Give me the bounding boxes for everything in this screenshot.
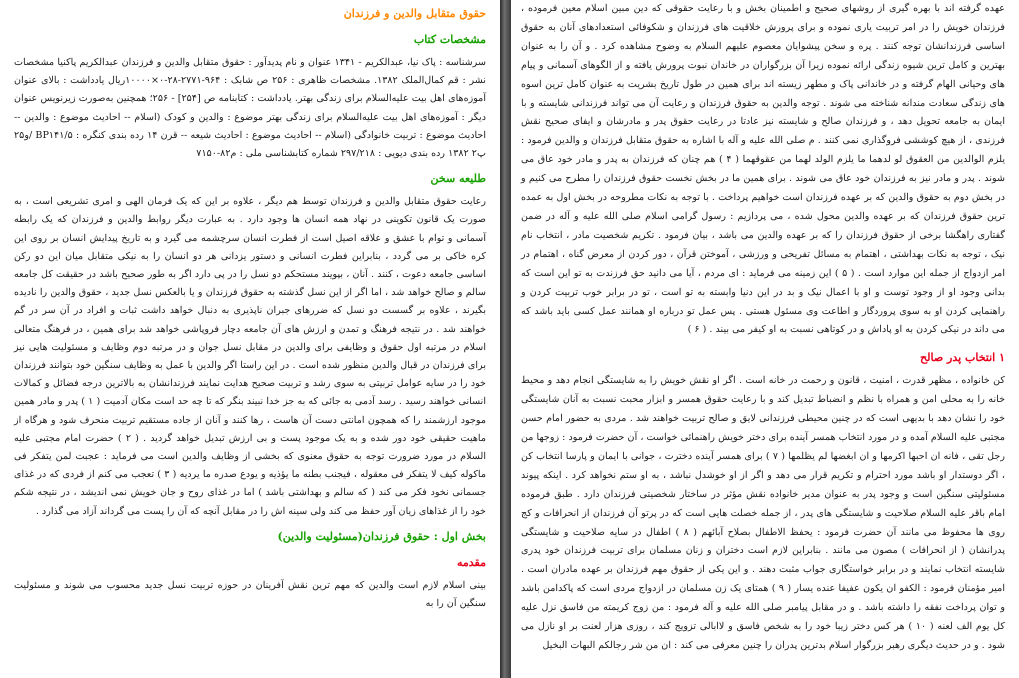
right-paragraph-2: کن خانواده ، مظهر قدرت ، امنیت ، قانون و رحمت در خانه است . اگر او نقش خویش را به شایستگی انجام دهد و محیط خانه را به محلی امن و همراه با نظم و انضباط تبدیل کند و با رعایت حقوق همسر و ابزار محبت نسبت به آنان شایستگی خود را نشان دهد با بدیهی است که در چنین محیطی فرزندانی لایق و صالح تربیت خواهند شد . مردی به حضور امام حسن مجتبی علیه السلام آمده و در مورد انتخاب همسر آینده برای دختر خویش راهنمائی خواست ، آن حضرت فرمود : زوجها من رجل تقی ، فانه ان احبها اکرمها و ان ابغضها لم یظلمها ( ۷ ) برای همسر آینده دخترت ، جوانی با ایمان و پارسا انتخاب کن ، اگر دوستدار او باشد مورد احترام و تکریم قرار می دهد و اگر از او خوشدل نباشد ، به او ستم نخواهد کرد . اینکه پیوند مسئولیتی سنگین است و وجود پدر به عنوان مدیر خانواده نقش مؤثر در ساختار شخصیتی فرزندان دارد . طبق فرموده امام باقر علیه السلام صلاحیت و شایستگی های پدر ، از جمله خصلت هایی است که در پرتو آن فرزندان از انحرافات و کج روی ها محفوظ می مانند آن حضرت فرمود : یحفظ الاطفال بصلاح آبائهم ( ۸ ) اطفال در سایه صلاحیت و شایستگی پدرانشان ( از انحرافات ) مصون می مانند . بنابراین لازم است دختران و زنان مسلمان برای تربیت فرزندان خود پدری شایسته انتخاب نمایند و در برابر خواستگاری جواب مثبت دهند . و این یکی از حقوق مهم فرزندان بر عهده مادران است . امیر مؤمنان فرمود : الکفو ان یکون عفیفا عنده یسار ( ۹ ) همتای یک زن مسلمان در ازدواج مردی است که پاکدامن باشد و توان پرداخت نفقه را داشته باشد . و در مقابل پیامبر صلی الله علیه و آله فرمود : من زوج کریمته من فاسق نزل علیه کل یوم الف لعنه ( ۱۰ ) هر کس دختر زیبا خود را به شخص فاسق و لاابالی تزویج کند ، روزی هزار لعنت بر او نازل می شود . و در حدیث دیگری رهبر بزرگوار اسلام بدترین پدران را چنین معرفی می کند : ان من شر رجالکم البهات البخیل [521,375,1005,651]
right-paragraph-1: عهده گرفته اند با بهره گیری از روشهای صحیح و اطمینان بخش و با رعایت حقوقی که دین مبین اسلام معین فرموده ، فرزندان خویش را در امر تربیت یاری نموده و برای پرورش خلاقیت های فرزندان و شکوفائی استعدادهای آنان به حقوق اساسی فرزندانشان توجه کنند . پره و سخن پیشوایان معصوم علیهم السلام به وضوح مشاهده کرد . و آن را به عنوان بهترین و کامل ترین شیوه زندگی ارائه نموده زیرا آن بزرگواران در خاندان نبوت پرورش یافته و از الگوهای آسمانی و پیام های وحیانی الهام گرفته و در خاندانی پاک و مطهر زیسته اند برای همین در طول تاریخ بشریت به عنوان کامل ترین اسوه های زندگی سعادت مندانه شناخته می شوند . توجه والدین به حقوق فرزندان و رعایت آن می تواند فرزندانی شایسته و با ایمان به جامعه تحویل دهد ، و فرزندان صالح و شایسته نیز عادتا در رعایت حقوق پدر و مادرشان و ایفای صحیح نقش فرزندی ، از هیچ کوششی فروگذاری نمی کنند . م صلی الله علیه و آله با اشاره به حقوق متقابل فرزندان و والدین فرمود : یلزم الوالدین من العقوق لو لدهما ما یلزم الولد لهما من عقوقهما ( ۴ ) هم چنان که فرزندان به پدر و مادر خود عاق می شوند . پدر و مادر نیز به فرزندان خود عاق می شوند . برای همین ما در بخش نخست حقوق فرزندان را مطرح می کنیم و در بخش دوم به حقوق والدین که بر عهده فرزندان است خواهیم پرداخت . با توجه به نکات مطروحه در بخش اول به عمده ترین حقوق فرزندان که بر عهده والدین محول شده ، می پردازیم : رسول گرامی اسلام صلی الله علیه و آله در ضمن گفتاری راهگشا برخی از حقوق فرزندان را که بر عهده والدین می باشد ، بیان فرمود . تکریم شخصیت مادر ، انتخاب نام نیک ، توجه به نکات بهداشتی ، اهتمام به مسائل تفریحی و ورزشی ، آموختن قرآن ، دور کردن از معرض گناه ، اهتمام در امر ازدواج از جمله این موارد است . ( ۵ ) این زمینه می فرماید : ای مردم ، آیا می دانید حق فرزندت به تو این است که بدانی وجود او از وجود توست و او با اعمال نیک و بد در این دنیا وابسته به تو است ، تو در برابر خوب تربیت کردن و راهنمایی کردن او به سوی پروردگار و اطاعت وی مسئول هستی . پس عمل تو درباره او همانند عمل کسی باید باشد که می داند در نیکی کردن به او پاداش و در کوتاهی نسبت به او کیفر می بیند . ( ۶ ) [521,3,1005,336]
right-page [511,0,1019,678]
intro-heading: طلیعه سخن [430,172,486,186]
specs-paragraph: سرشناسه : پاک نیا، عبدالکریم - ۱۳۴۱ عنوان و نام پدیدآور : حقوق متقابل والدین و فرزندان عبدالکریم پاکنیا مشخصات نشر : قم کمال‌الملک ۱۳۸۲. مشخصات ظاهری : ۲۵۶ ص شابک : ۹۶۴-۲۷۷۱-۲۸-۰×۱۰۰۰۰ریال یادداشت : بالای عنوان آموزه‌های اهل بیت علیه‌السلام برای زندگی بهتر. یادداشت : کتابنامه ص [۲۵۴] - ۲۵۶؛ همچنین به‌صورت زیرنویس عنوان دیگر : آموزه‌های اهل بیت علیه‌السلام برای زندگی بهتر موضوع : والدین و کودک (اسلام -- احادیث موضوع : والدین -- احادیث موضوع : تربیت خانوادگی (اسلام -- احادیث موضوع : احادیث شیعه -- قرن ۱۴ رده بندی کنگره : BP۱۴۱/۵ /و۲۵ پ۲ ۱۳۸۲ رده بندی دیویی : ۲۹۷/۲۱۸ شماره کتابشناسی ملی : م۸۲-۷۱۵۰ [14,57,486,160]
section1-heading: بخش اول : حقوق فرزندان(مسئولیت والدین) [277,529,486,543]
section1-subheading: مقدمه [456,555,486,569]
intro-paragraph: رعایت حقوق متقابل والدین و فرزندان توسط هم دیگر ، علاوه بر این که یک فرمان الهی و امری تشریعی است ، به صورت یک قانون تکوینی در نهاد همه انسان ها وجود دارد . به عبارت دیگر روابط والدین و فرزندان که یک رابطه آسمانی و توام با عشق و علاقه اصیل است از فطرت انسان سرچشمه می گیرد و به تاریخ پیدایش انسان بر روی این کره خاکی بر می گردد ، بنابراین فطرت انسانی و دستور یزدانی هر دو انسان را به نیکی متقابل میان این دو رکن اساسی جامعه دعوت ، کنند . آنان ، بپویند مستحکم دو نسل را در پی دارد اگر به طور صحیح باشد در حقیقت کل جامعه سالم و صالح خواهد شد ، اما اگر از این نسل گذشته به حقوق فرزندان و یا بالعکس نسل جدید ، حقوق والدین را نادیده بگیرند ، علاوه بر گسست دو نسل که ضررهای جبران ناپذیری به دنبال خواهد داشت ثبات و افراد در آن سر در گم خواهند شد . در نتیجه فرهنگ و تمدن و ارزش های آن جامعه دچار فروپاشی خواهد شد برای همین ، در فرهنگ متعالی اسلام در مرتبه اول حقوق و وظایفی برای والدین در مقابل نسل جوان و در مرتبه دوم وظایف و مسئولیت هایی نیز برای فرزندان در قبال والدین منظور شده است . در این راستا اگر والدین با عمل به وظایف سنگین خود بتوانند فرزندان خود را در سایه عوامل تربیتی به سوی رشد و تربیت صحیح هدایت نمایند فرزندانشان به بالاترین درجه فضائل و کمالات انسانی خواهند رسید . رسد آدمی به جائی که به جز خدا نبیند بنگر که تا چه حد است مکان آدمیت ( ۱ ) پدر و مادر همین موجود ارزشمند را که همچون امانتی دست آن هاست ، رها کنند و آنان از جاده مستقیم تربیت منحرف شود و هرگاه از ماهیت حقیقی خود دور شده و به یک موجود پست و بی ارزش تبدیل خواهد گردید . ( ۲ ) حضرت امام مجتبی علیه السلام در مورد ضرورت توجه به حقوق معنوی که بخشی از وظایف والدین است می فرماید : عجبت لمن یتفکر فی ماکوله کیف لا یتفکر فی معقوله ، فیجنب بطنه ما یؤذیه و یودع صدره ما یردیه ( ۳ ) تعجب می کنم از فردی که در غذای جسمانی نخود فکر می کند ( که سالم و بهداشتی باشد ) اما در غذای روح و جان خویش نمی اندیشد ، در نتیجه شکم خود را از غذاهای زیان آور حفظ می کند ولی سینه اش را در مقابل آنچه که آن را پست می گرداند آزاد می گذارد . [14,196,486,517]
section1-paragraph: بینی اسلام لازم است والدین که مهم ترین نقش آفرینان در حوزه تربیت نسل جدید محسوب می شوند و مسئولیت سنگین آن را به [14,579,486,610]
section-heading-father: ۱ انتخاب پدر صالح [920,351,1005,365]
book-gutter [500,0,511,678]
book-title: حقوق متقابل والدین و فرزندان [343,7,486,20]
left-page [0,0,500,678]
specs-heading: مشخصات کتاب [413,33,486,46]
